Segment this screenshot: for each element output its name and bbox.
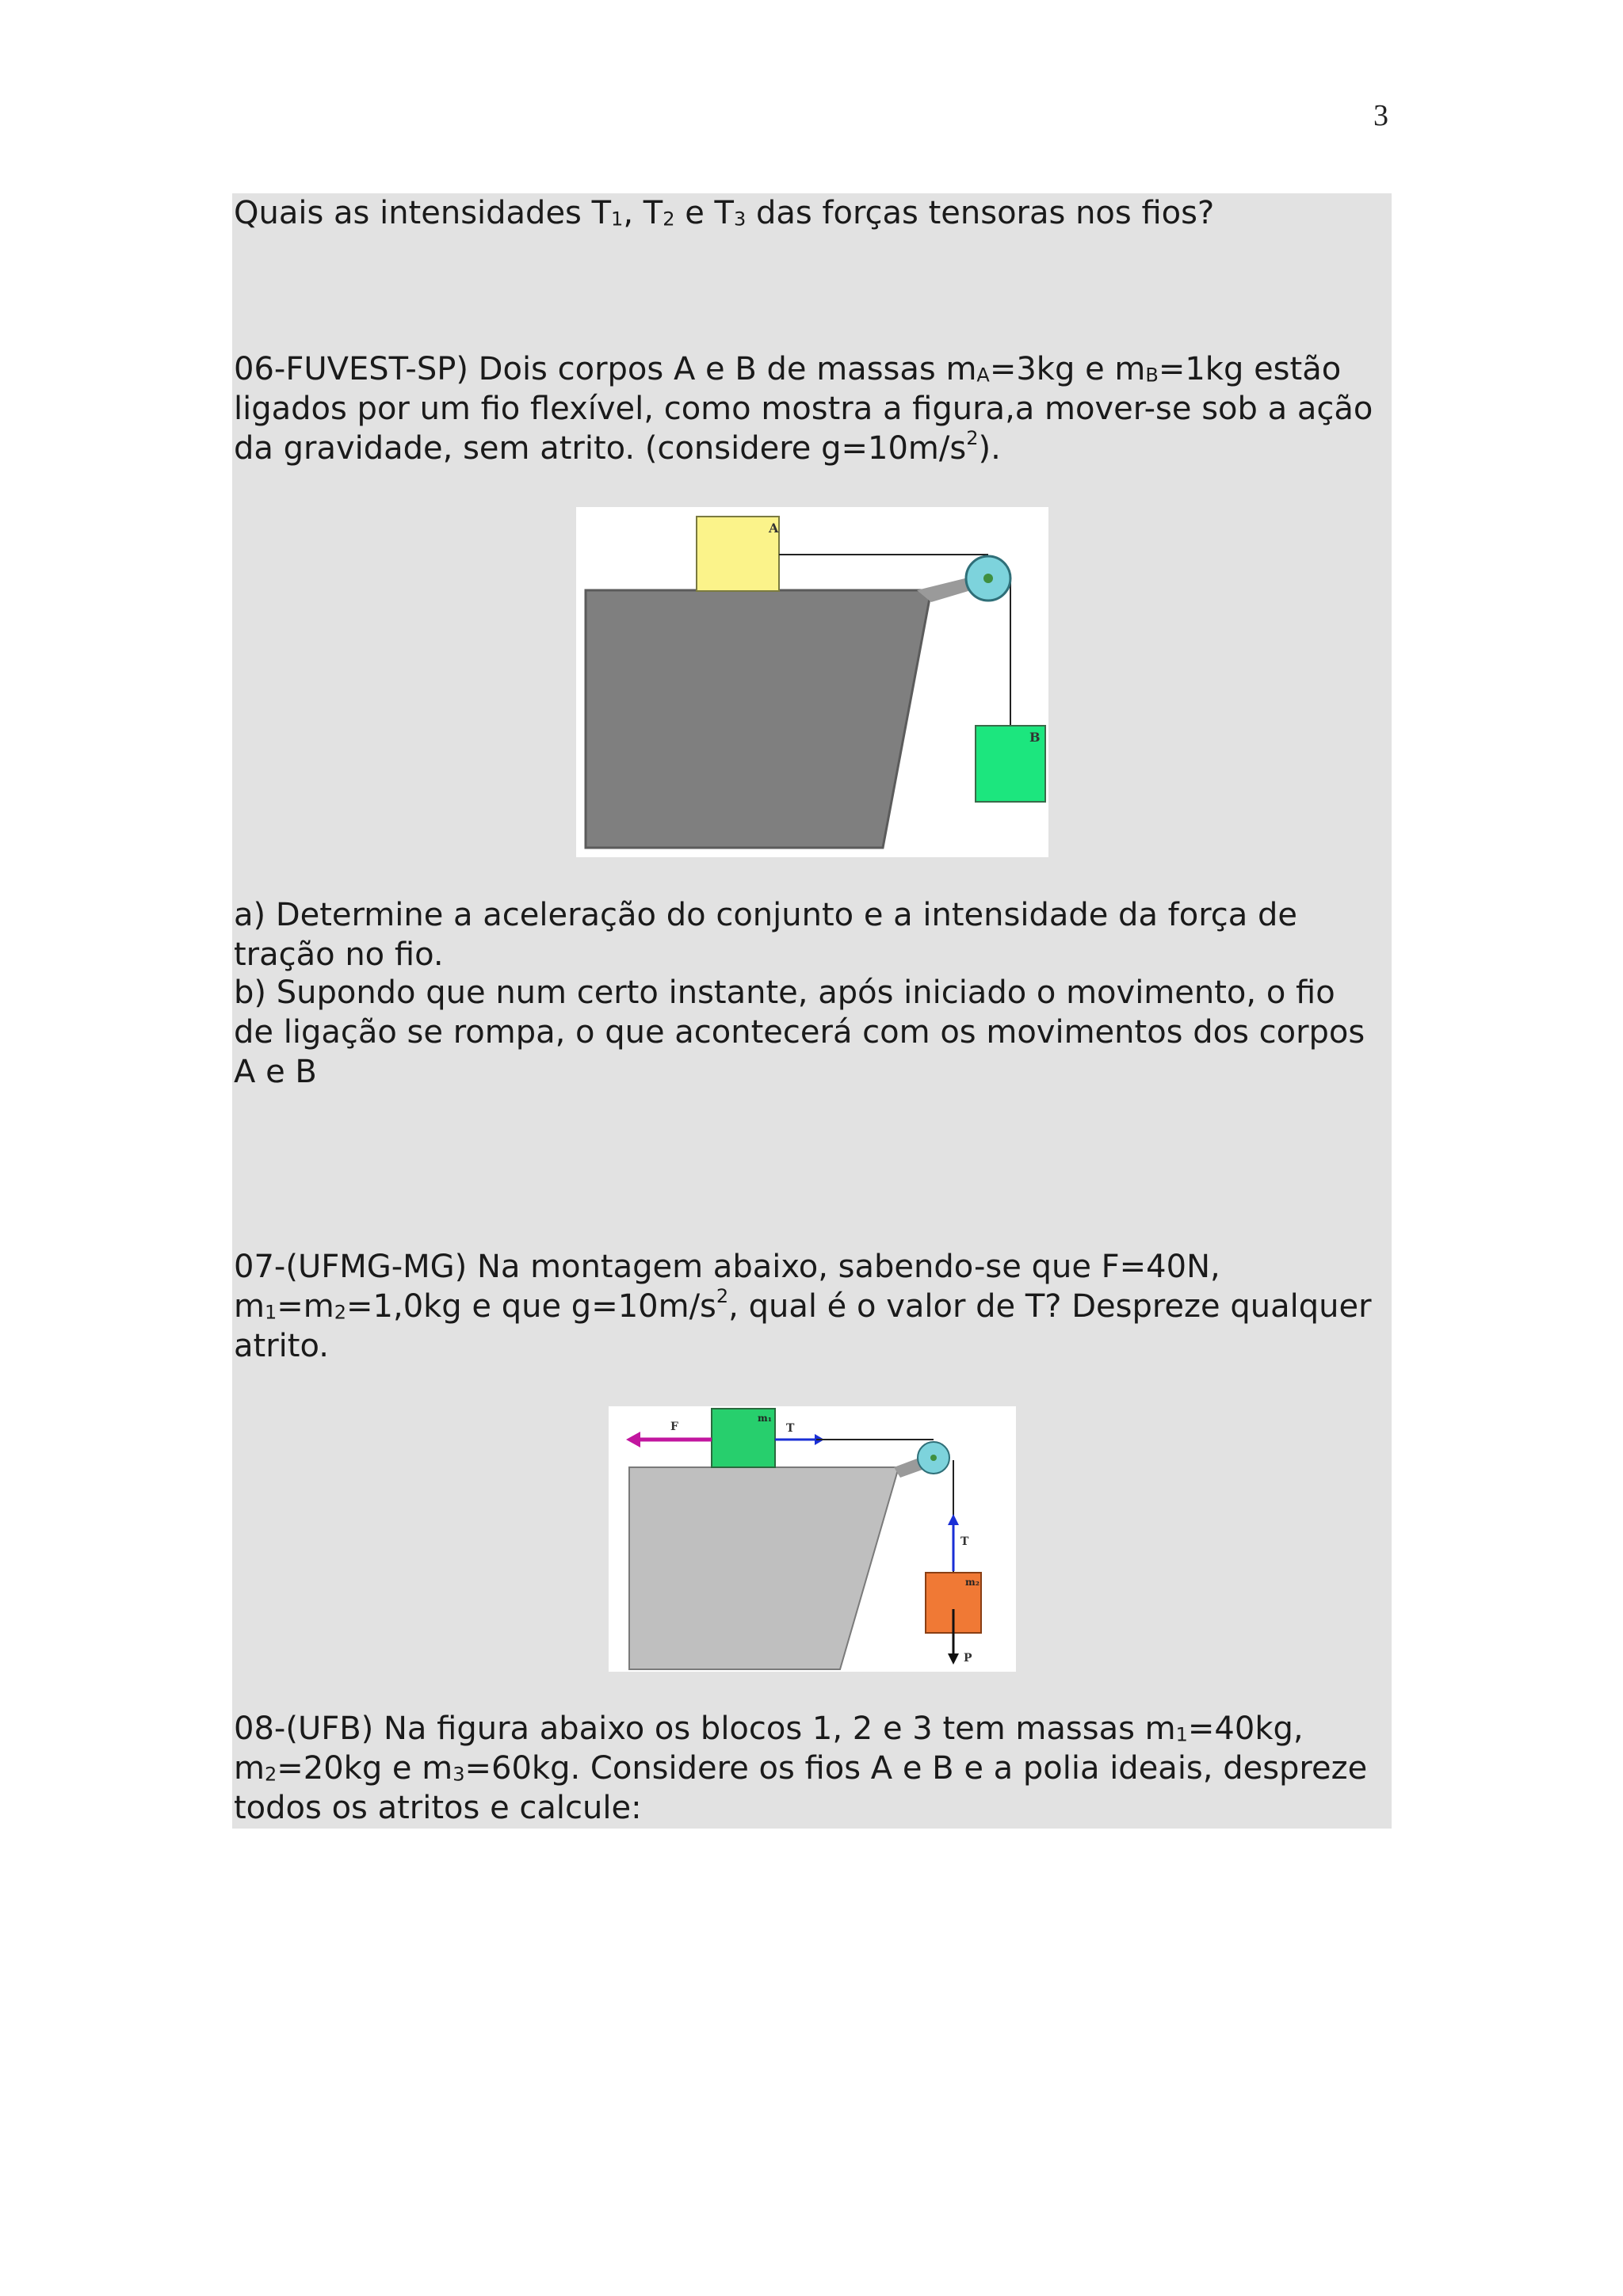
question-08-text: 08-(UFB) Na figura abaixo os blocos 1, 2 e 3 tem massas m1=40kg, m2=20kg e m3=60kg. Considere os fios A e B e a polia ideais, despreze todos os atritos e calcule:: [234, 1711, 1368, 1826]
pulley-axle: [983, 574, 993, 583]
block-m1-label: m₁: [758, 1413, 772, 1424]
question-07-intro: 07-(UFMG-MG) Na montagem abaixo, sabendo-se que F=40N, m1=m2=1,0kg e que $g=10m/s^2$, qual é o valor de T? Despreze qualquer atrito.: [234, 1249, 1372, 1364]
pulley-axle: [930, 1455, 937, 1461]
figure-atwood-table-drawing: [576, 507, 1048, 857]
tension-side-label: T: [960, 1535, 969, 1548]
force-f-label: F: [670, 1421, 678, 1433]
force-f-arrowhead: [626, 1432, 640, 1447]
tension-top-label: T: [786, 1422, 795, 1435]
block-m2-label: m₂: [965, 1577, 980, 1588]
weight-label: P: [964, 1652, 972, 1665]
figure-force-table: [609, 1406, 1016, 1672]
question-06-item-a: a) Determine a aceleração do conjunto e a intensidade da força de tração no fio.: [234, 897, 1298, 973]
block-a: [697, 517, 779, 591]
block-b-label: B: [1029, 730, 1041, 745]
question-05-text: Quais as intensidades T1, T2 e T3 das forças tensoras nos fios?: [234, 195, 1215, 231]
question-06-intro: 06-FUVEST-SP) Dois corpos A e B de massas mA=3kg e mB=1kg estão ligados por um fio flexível, como mostra a figura,a mover-se sob a ação da gravidade, sem atrito. (considere $g=10m/s^2$).: [234, 351, 1373, 467]
figure-atwood-table: [576, 507, 1048, 857]
tension-side-arrowhead: [948, 1514, 959, 1525]
table-body: [629, 1467, 899, 1669]
weight-arrowhead: [948, 1653, 959, 1665]
figure-force-table-drawing: [609, 1406, 1016, 1672]
page-number: 3: [1373, 99, 1388, 132]
table-body: [586, 590, 931, 848]
question-block: [232, 193, 1392, 1829]
block-a-label: A: [769, 521, 779, 536]
question-06-item-b: b) Supondo que num certo instante, após iniciado o movimento, o fio de ligação se rompa, o que acontecerá com os movimentos dos corpos A e B: [234, 974, 1365, 1090]
